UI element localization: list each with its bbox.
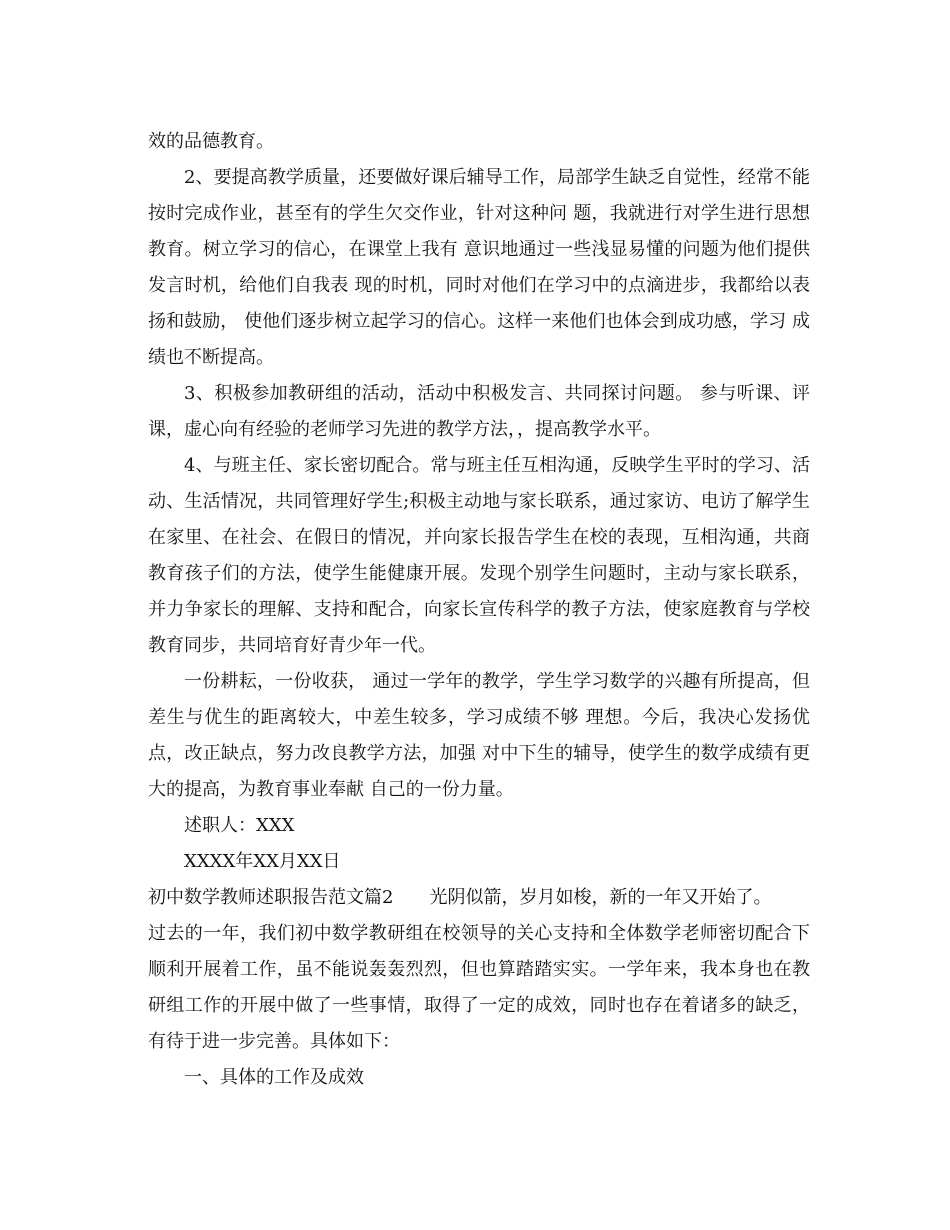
paragraph-year-review: 过去的一年，我们初中数学教研组在校领导的关心支持和全体数学老师密切配合下顺利开展着工作，虽不能说轰轰烈烈，但也算踏踏实实。一学年来，我本身也在教研组工作的开展中做了一些事情，取得了一定的成效，同时也存在着诸多的缺乏，有待于进一步完善。具体如下： xyxy=(148,923,810,1052)
paragraph-teaching-research: 3、积极参加教研组的活动，活动中积极发言、共同探讨问题。 参与听课、评课，虚心向有经验的老师学习先进的教学方法，，提高教学水平。 xyxy=(148,383,810,440)
paragraph-summary-plans: 一份耕耘，一份收获， 通过一学年的教学，学生学习数学的兴趣有所提高，但差生与优生的距离较大，中差生较多，学习成绩不够 理想。今后，我决心发扬优点，改正缺点，努力改良教学方法，加强 对中下生的辅导，使学生的数学成绩有更大的提高，为教育事业奉献 自己的一份力量。 xyxy=(148,671,810,800)
paragraph-after-class-tutoring: 2、要提高教学质量，还要做好课后辅导工作，局部学生缺乏自觉性，经常不能按时完成作业，甚至有的学生欠交作业，针对这种问 题，我就进行对学生进行思想教育。树立学习的信心，在课堂上我有 意识地通过一些浅显易懂的问题为他们提供发言时机，给他们自我表 现的时机，同时对他们在学习中的点滴进步，我都给以表扬和鼓励， 使他们逐步树立起学习的信心。这样一来他们也体会到成功感，学习 成绩也不断提高。 xyxy=(148,167,810,368)
report-title: 初中数学教师述职报告范文篇2 xyxy=(148,887,394,908)
opening-sentence: 光阴似箭，岁月如梭，新的一年又开始了。 xyxy=(429,887,772,908)
paragraph-parent-cooperation: 4、与班主任、家长密切配合。常与班主任互相沟通，反映学生平时的学习、活动、生活情况，共同管理好学生;积极主动地与家长联系，通过家访、电访了解学生在家里、在社会、在假日的情况，并向家长报告学生在校的表现，互相沟通，共商教育孩子们的方法，使学生能健康开展。发现个别学生问题时，主动与家长联系，并力争家长的理解、支持和配合，向家长宣传科学的教子方法，使家庭教育与学校教育同步，共同培育好青少年一代。 xyxy=(148,455,810,656)
signature-line: 述职人：XXX xyxy=(184,815,295,836)
date-line: XXXX年XX月XX日 xyxy=(184,851,341,872)
report-title-part-2 xyxy=(148,880,810,916)
section-heading-work-results: 一、具体的工作及成效 xyxy=(184,1067,364,1088)
document-body xyxy=(148,124,810,1096)
paragraph-moral-education: 效的品德教育。 xyxy=(148,131,274,152)
